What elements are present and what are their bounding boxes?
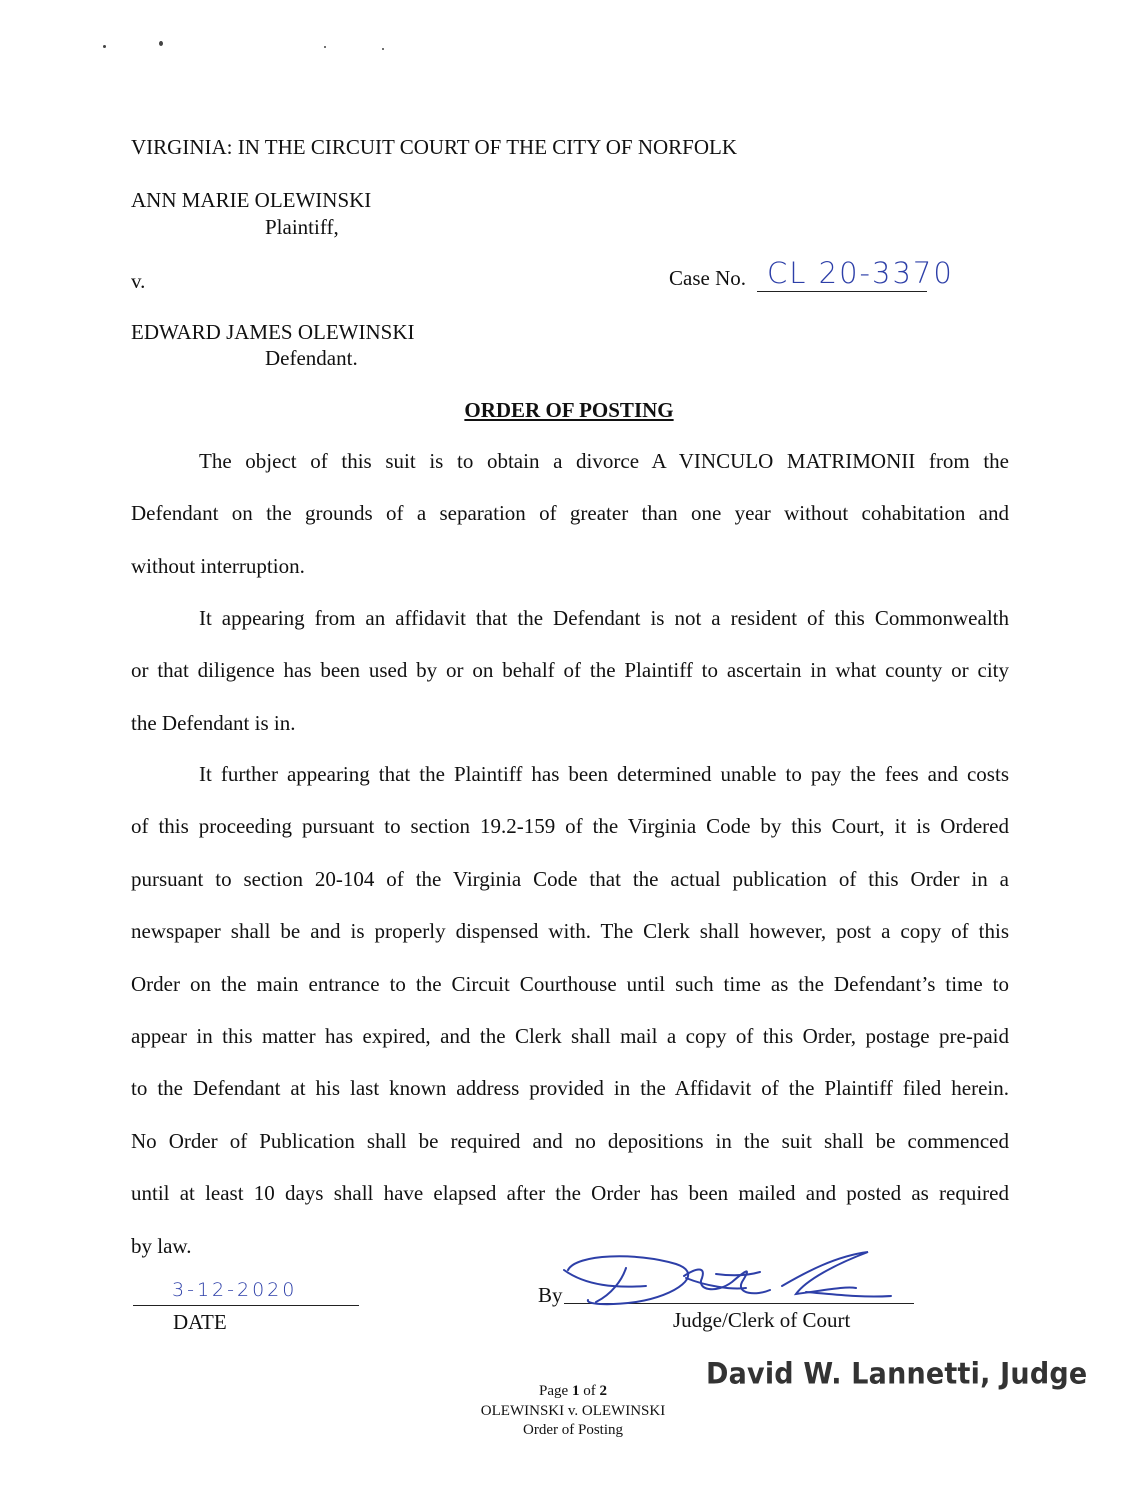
document-title: ORDER OF POSTING: [464, 398, 674, 422]
paragraph-line: appear in this matter has expired, and the Clerk shall mail a copy of this Order, postage pre-paid: [131, 1024, 1009, 1049]
case-number-line: [757, 291, 927, 292]
defendant-name: EDWARD JAMES OLEWINSKI: [131, 320, 415, 344]
scan-speck: [159, 41, 163, 46]
paragraph-line: until at least 10 days shall have elapsed after the Order has been mailed and posted as required: [131, 1181, 1009, 1206]
page-current: 1: [571, 1383, 580, 1399]
paragraph-affidavit: [131, 592, 1009, 749]
paragraph-object: [131, 435, 1009, 592]
paragraph-line: newspaper shall be and is properly dispensed with. The Clerk shall however, post a copy of this: [131, 919, 1009, 944]
scan-speck: [324, 46, 326, 48]
judge-signature-icon: [556, 1246, 896, 1316]
page-of: of: [583, 1383, 596, 1399]
paragraph-line: Order on the main entrance to the Circuit Courthouse until such time as the Defendant’s time to: [131, 971, 1009, 996]
signer-label: Judge/Clerk of Court: [673, 1308, 851, 1332]
footer-doc-title: Order of Posting: [523, 1422, 623, 1438]
scan-speck: [382, 48, 384, 50]
page-prefix: Page: [539, 1383, 569, 1399]
by-label: By: [538, 1283, 563, 1307]
paragraph-line: or that diligence has been used by or on behalf of the Plaintiff to ascertain in what county or city: [131, 658, 1009, 683]
date-label: DATE: [173, 1310, 227, 1334]
paragraph-line: of this proceeding pursuant to section 19.2-159 of the Virginia Code by this Court, it is Ordered: [131, 814, 1009, 839]
paragraph-line: The object of this suit is to obtain a divorce A VINCULO MATRIMONII from the: [199, 449, 1009, 473]
plaintiff-role: Plaintiff,: [265, 215, 339, 239]
case-number-handwritten: CL 20-3370: [767, 256, 954, 290]
plaintiff-name: ANN MARIE OLEWINSKI: [131, 188, 372, 212]
paragraph-order: [131, 748, 1009, 1272]
date-line: [133, 1305, 359, 1306]
case-number-label: Case No.: [669, 266, 746, 290]
paragraph-line: to the Defendant at his last known address provided in the Affidavit of the Plaintiff filed herein.: [131, 1076, 1009, 1101]
page-total: 2: [599, 1383, 607, 1399]
judge-name-stamp: David W. Lannetti, Judge: [706, 1357, 1088, 1392]
paragraph-line: It further appearing that the Plaintiff has been determined unable to pay the fees and costs: [199, 762, 1009, 786]
case-caption: OLEWINSKI v. OLEWINSKI: [480, 1402, 666, 1419]
paragraph-line: No Order of Publication shall be required and no depositions in the suit shall be commenced: [131, 1128, 1009, 1153]
paragraph-line: pursuant to section 20-104 of the Virginia Code that the actual publication of this Order in a: [131, 866, 1009, 891]
page-footer: [400, 1382, 746, 1441]
paragraph-line: It appearing from an affidavit that the Defendant is not a resident of this Commonwealth: [199, 606, 1009, 630]
defendant-role: Defendant.: [265, 346, 358, 370]
versus-label: v.: [131, 269, 146, 293]
paragraph-line: by law.: [131, 1233, 192, 1258]
date-handwritten: 3-12-2020: [172, 1279, 298, 1301]
paragraph-line: without interruption.: [131, 553, 305, 578]
court-heading: VIRGINIA: IN THE CIRCUIT COURT OF THE CITY OF NORFOLK: [131, 135, 738, 159]
paragraph-line: Defendant on the grounds of a separation of greater than one year without cohabitation and: [131, 501, 1009, 526]
page-number: [400, 1382, 746, 1402]
scan-speck: [103, 45, 106, 48]
paragraph-line: the Defendant is in.: [131, 710, 296, 735]
